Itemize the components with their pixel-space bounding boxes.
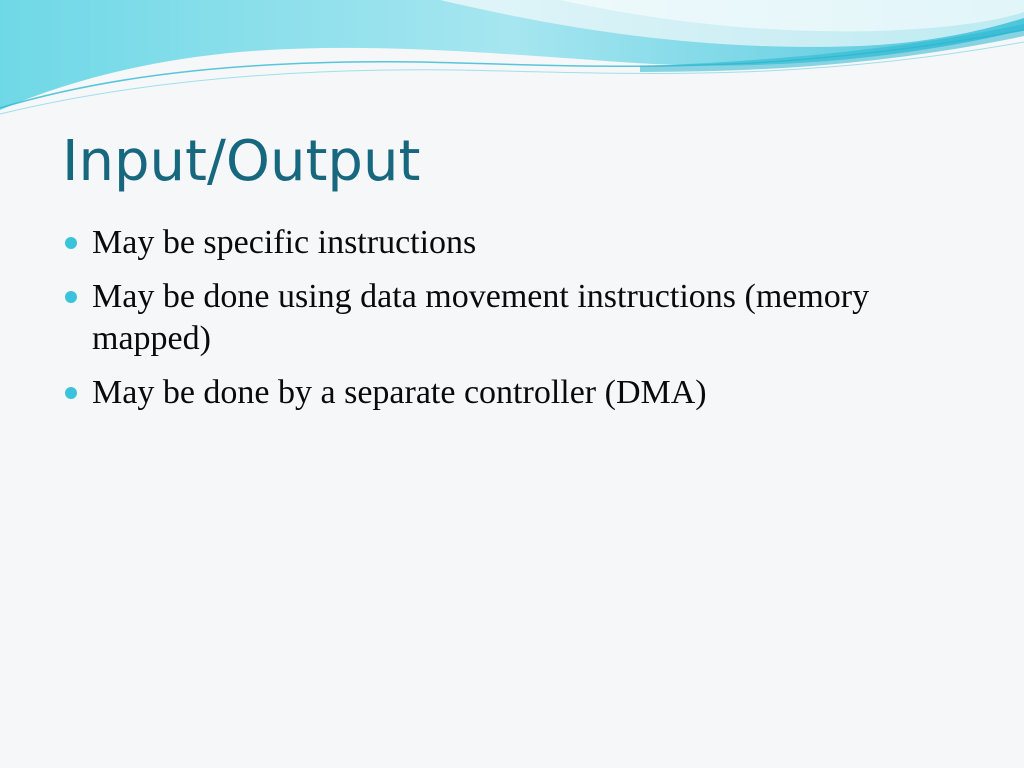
bullet-item [62, 276, 962, 360]
bullet-dot-icon [65, 387, 77, 399]
bullet-item [62, 222, 962, 264]
header-wave-graphic [0, 0, 1024, 120]
bullet-text: May be done by a separate controller (DMA) [92, 374, 707, 411]
slide-title: Input/Output [62, 129, 421, 194]
bullet-item [62, 372, 962, 414]
bullet-list [62, 222, 962, 426]
bullet-dot-icon [65, 291, 77, 303]
bullet-text: May be specific instructions [92, 224, 477, 261]
bullet-dot-icon [65, 237, 77, 249]
bullet-text: May be done using data movement instructions (memory mapped) [92, 278, 870, 357]
